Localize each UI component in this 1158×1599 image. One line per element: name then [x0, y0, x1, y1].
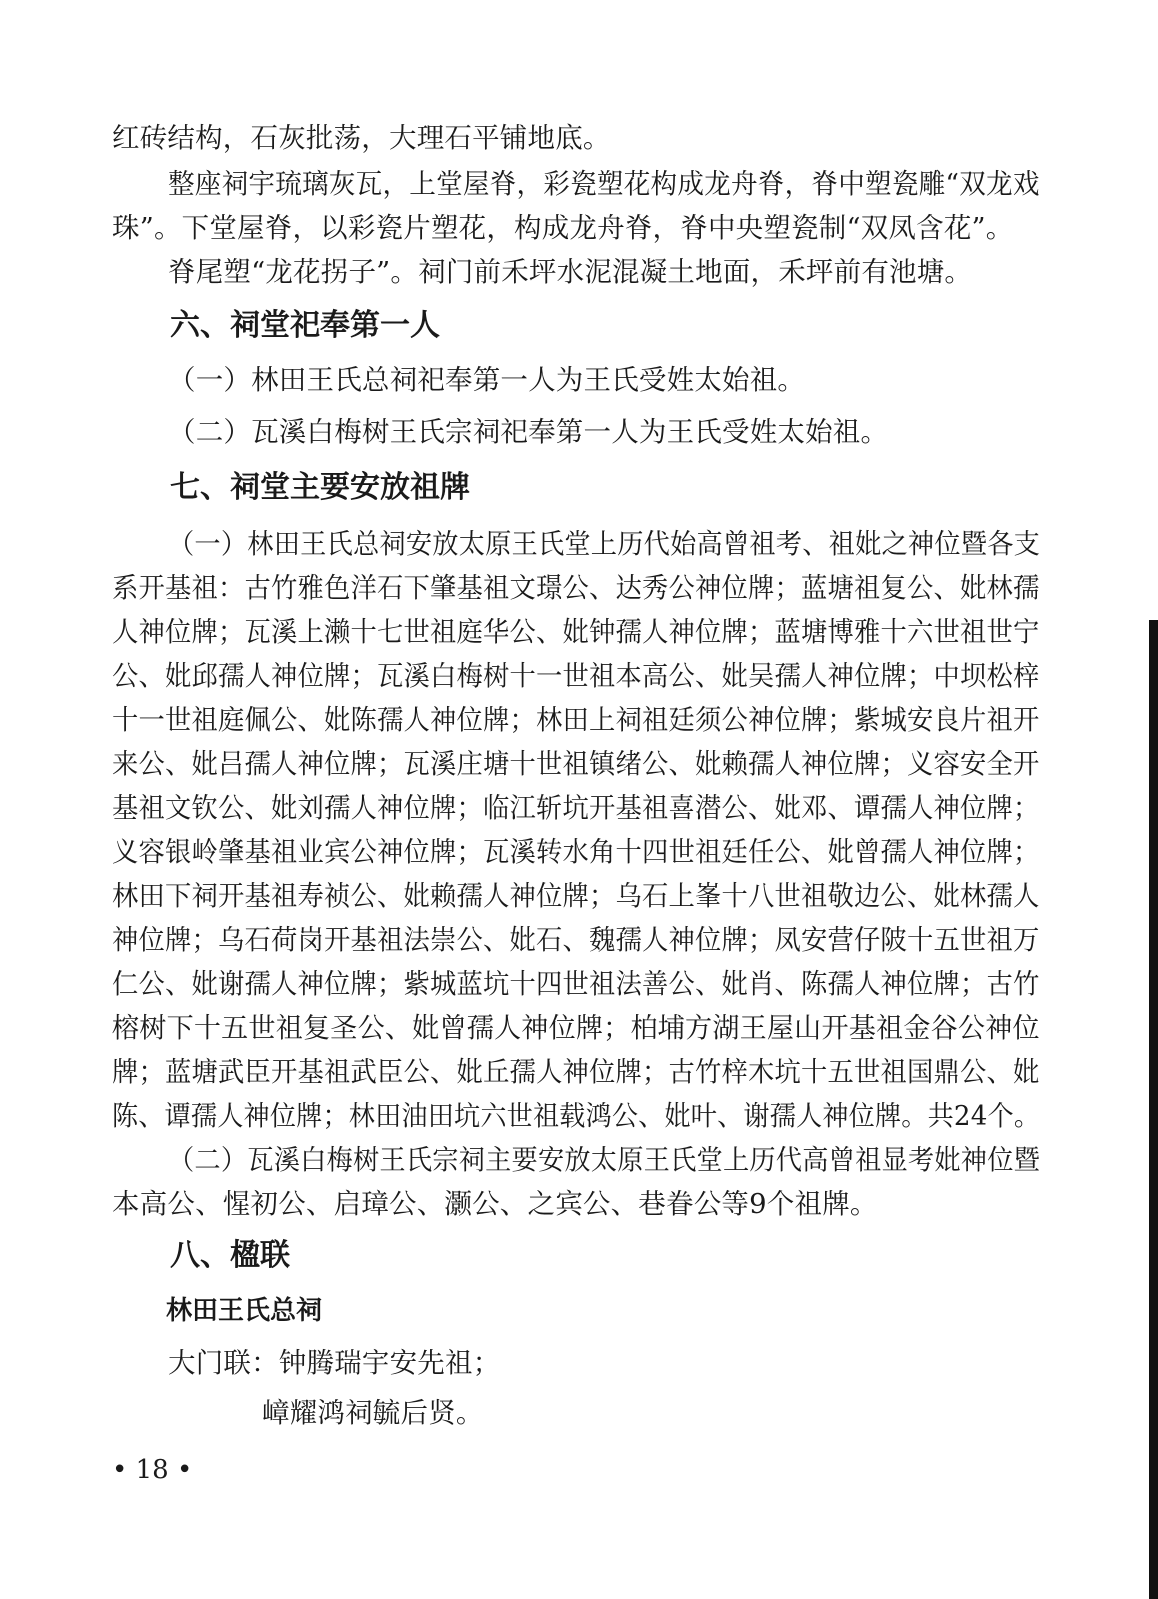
section-7-item-1-line: 陈、谭孺人神位牌；林田油田坑六世祖载鸿公、妣叶、谢孺人神位牌。共24个。	[112, 1100, 1041, 1132]
section-7-item-1-line: 牌；蓝塘武臣开基祖武臣公、妣丘孺人神位牌；古竹梓木坑十五世祖国鼎公、妣	[112, 1056, 1040, 1088]
section-7-heading: 七、祠堂主要安放祖牌	[170, 470, 470, 505]
section-7-item-1-line: 义容银岭肇基祖业宾公神位牌；瓦溪转水角十四世祖廷任公、妣曾孺人神位牌；	[112, 836, 1040, 868]
section-7-item-1-line: 人神位牌；瓦溪上濑十七世祖庭华公、妣钟孺人神位牌；蓝塘博雅十六世祖世宁	[112, 616, 1040, 648]
intro-line-2: 整座祠宇琉璃灰瓦，上堂屋脊，彩瓷塑花构成龙舟脊，脊中塑瓷雕“双龙戏	[168, 168, 1040, 200]
section-7-item-1-line: 榕树下十五世祖复圣公、妣曾孺人神位牌；柏埔方湖王屋山开基祖金谷公神位	[112, 1012, 1040, 1044]
section-7-item-1-line: 来公、妣吕孺人神位牌；瓦溪庄塘十世祖镇绪公、妣赖孺人神位牌；义容安全开	[112, 748, 1040, 780]
section-7-item-2-line: （二）瓦溪白梅树王氏宗祠主要安放太原王氏堂上历代高曾祖显考妣神位暨	[168, 1144, 1041, 1176]
couplet-line-1: 大门联：钟腾瑞宇安先祖；	[168, 1347, 501, 1379]
intro-line-3: 珠”。下堂屋脊，以彩瓷片塑花，构成龙舟脊，脊中央塑瓷制“双凤含花”。	[112, 212, 1014, 244]
scan-edge-shadow	[1149, 620, 1158, 1599]
section-8-subheading: 林田王氏总祠	[166, 1296, 323, 1326]
section-8-heading: 八、楹联	[170, 1238, 290, 1273]
section-7-item-1-line: 系开基祖：古竹雅色洋石下肇基祖文璟公、达秀公神位牌；蓝塘祖复公、妣林孺	[112, 572, 1040, 604]
section-7-item-1-line: 十一世祖庭佩公、妣陈孺人神位牌；林田上祠祖廷须公神位牌；紫城安良片祖开	[112, 704, 1040, 736]
section-6-item-2: （二）瓦溪白梅树王氏宗祠祀奉第一人为王氏受姓太始祖。	[168, 416, 889, 448]
couplet-line-2: 嶂耀鸿祠毓后贤。	[262, 1397, 484, 1429]
intro-line-1: 红砖结构，石灰批荡，大理石平铺地底。	[112, 122, 611, 154]
intro-line-4: 脊尾塑“龙花拐子”。祠门前禾坪水泥混凝土地面，禾坪前有池塘。	[168, 256, 973, 288]
section-7-item-1-line: 神位牌；乌石荷岗开基祖法崇公、妣石、魏孺人神位牌；凤安营仔陂十五世祖万	[112, 924, 1040, 956]
page-number: • 18 •	[112, 1455, 193, 1485]
section-6-item-1: （一）林田王氏总祠祀奉第一人为王氏受姓太始祖。	[168, 364, 806, 396]
section-7-item-1-line: 仁公、妣谢孺人神位牌；紫城蓝坑十四世祖法善公、妣肖、陈孺人神位牌；古竹	[112, 968, 1040, 1000]
section-7-item-1-line: 公、妣邱孺人神位牌；瓦溪白梅树十一世祖本高公、妣吴孺人神位牌；中坝松梓	[112, 660, 1040, 692]
section-7-item-1-line: 基祖文钦公、妣刘孺人神位牌；临江斩坑开基祖喜潜公、妣邓、谭孺人神位牌；	[112, 792, 1040, 824]
section-7-item-2-line: 本高公、惺初公、启璋公、灏公、之宾公、巷眷公等9个祖牌。	[112, 1188, 878, 1220]
section-7-item-1-line: 林田下祠开基祖寿祯公、妣赖孺人神位牌；乌石上峯十八世祖敬边公、妣林孺人	[112, 880, 1040, 912]
section-7-item-1-line: （一）林田王氏总祠安放太原王氏堂上历代始高曾祖考、祖妣之神位暨各支	[168, 528, 1041, 560]
section-6-heading: 六、祠堂祀奉第一人	[170, 308, 440, 343]
